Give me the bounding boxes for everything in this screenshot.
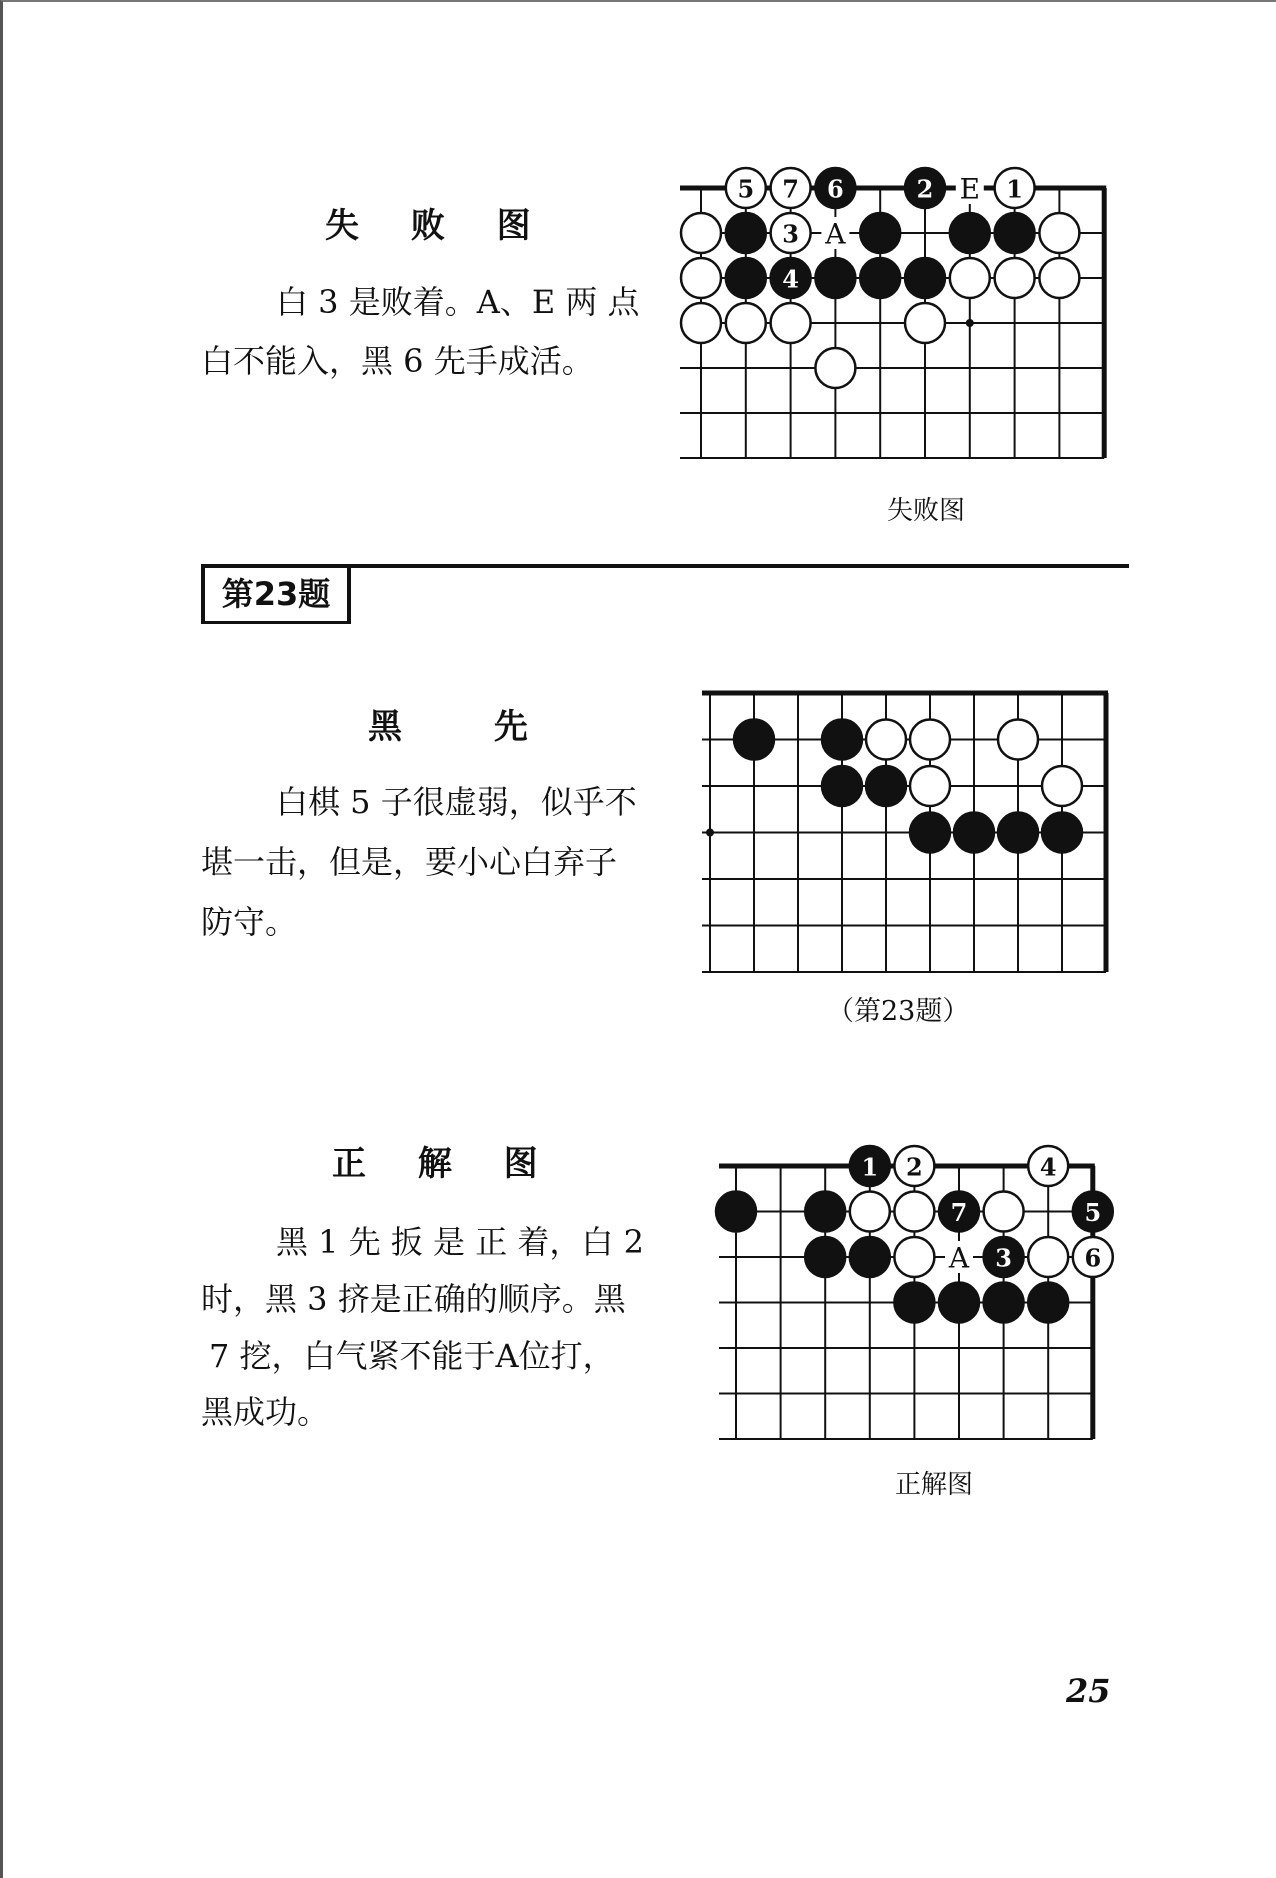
black-stone xyxy=(822,766,862,806)
black-stone xyxy=(910,813,950,853)
black-stone xyxy=(726,213,766,253)
problem-title: 黑 先 xyxy=(368,707,528,747)
stone-move-number: 5 xyxy=(1084,1198,1102,1227)
black-stone xyxy=(815,258,855,298)
stone-move-number: 6 xyxy=(827,174,844,204)
black-stone xyxy=(1028,1283,1068,1323)
black-stone xyxy=(822,720,862,760)
star-point xyxy=(966,319,974,327)
black-stone xyxy=(954,813,994,853)
white-stone xyxy=(894,1192,934,1232)
black-stone xyxy=(995,213,1035,253)
stone-move-number: 3 xyxy=(995,1243,1012,1273)
white-stone xyxy=(1028,1237,1068,1277)
white-stone xyxy=(681,303,721,343)
white-stone xyxy=(1039,258,1079,298)
stone-move-number: 2 xyxy=(906,1152,923,1182)
stone-move-number: 6 xyxy=(1084,1243,1102,1273)
failure-diagram-caption: 失败图 xyxy=(887,496,966,526)
white-stone xyxy=(850,1192,890,1232)
stone-move-number: 1 xyxy=(1006,174,1023,204)
white-stone xyxy=(726,303,766,343)
white-stone xyxy=(866,720,906,760)
stone-move-number: 2 xyxy=(916,174,934,204)
black-stone xyxy=(939,1283,979,1323)
black-stone xyxy=(860,258,900,298)
star-point xyxy=(706,829,714,837)
stone-move-number: 4 xyxy=(1039,1152,1057,1182)
white-stone xyxy=(950,258,990,298)
stone-move-number: 5 xyxy=(737,174,755,204)
solution-text-line: 7 挖，白气紧不能于A位打， xyxy=(209,1337,615,1375)
solution-title: 正 解 图 xyxy=(332,1144,538,1184)
problem-text-line: 防守。 xyxy=(201,903,298,941)
failure-title: 失 败 图 xyxy=(325,206,531,246)
failure-text-line: 白 3 是败着。A、E 两 点 xyxy=(276,283,640,321)
black-stone xyxy=(894,1283,934,1323)
white-stone xyxy=(910,720,950,760)
solution-go-diagram xyxy=(708,1152,1118,1452)
solution-text-line: 黑成功。 xyxy=(201,1393,330,1431)
solution-text-line: 黑 1 先 扳 是 正 着，白 2 xyxy=(276,1223,644,1261)
board-mark-a: A xyxy=(948,1241,970,1275)
board-mark-a: A xyxy=(825,217,846,251)
failure-go-diagram xyxy=(668,162,1118,467)
stone-move-number: 4 xyxy=(782,264,799,294)
black-stone xyxy=(860,213,900,253)
board-mark-e: E xyxy=(959,172,981,206)
white-stone xyxy=(984,1192,1024,1232)
stone-move-number: 7 xyxy=(782,174,799,204)
solution-diagram-caption: 正解图 xyxy=(895,1470,974,1500)
white-stone xyxy=(771,303,811,343)
solution-text-line: 时，黑 3 挤是正确的顺序。黑 xyxy=(201,1280,626,1318)
black-stone xyxy=(805,1192,845,1232)
black-stone xyxy=(998,813,1038,853)
white-stone xyxy=(815,348,855,388)
white-stone xyxy=(905,303,945,343)
white-stone xyxy=(1039,213,1079,253)
white-stone xyxy=(998,720,1038,760)
black-stone xyxy=(905,258,945,298)
white-stone xyxy=(995,258,1035,298)
black-stone xyxy=(984,1283,1024,1323)
stone-move-number: 7 xyxy=(950,1198,968,1227)
stone-move-number: 1 xyxy=(861,1152,879,1182)
white-stone xyxy=(681,213,721,253)
white-stone xyxy=(1042,766,1082,806)
stone-move-number: 3 xyxy=(782,219,799,249)
failure-text-line: 白不能入，黑 6 先手成活。 xyxy=(201,342,594,380)
black-stone xyxy=(734,720,774,760)
page-number: 25 xyxy=(1066,1672,1111,1710)
black-stone xyxy=(805,1237,845,1277)
problem-go-diagram xyxy=(693,682,1123,982)
problem-number-header: 第23题 xyxy=(201,568,351,624)
problem-diagram-caption: （第23题） xyxy=(827,996,970,1027)
black-stone xyxy=(716,1192,756,1232)
problem-text-line: 堪一击，但是，要小心白弃子 xyxy=(201,843,618,881)
problem-text-line: 白棋 5 子很虚弱，似乎不 xyxy=(276,783,637,821)
black-stone xyxy=(866,766,906,806)
white-stone xyxy=(681,258,721,298)
white-stone xyxy=(894,1237,934,1277)
white-stone xyxy=(910,766,950,806)
black-stone xyxy=(950,213,990,253)
black-stone xyxy=(1042,813,1082,853)
black-stone xyxy=(726,258,766,298)
black-stone xyxy=(850,1237,890,1277)
